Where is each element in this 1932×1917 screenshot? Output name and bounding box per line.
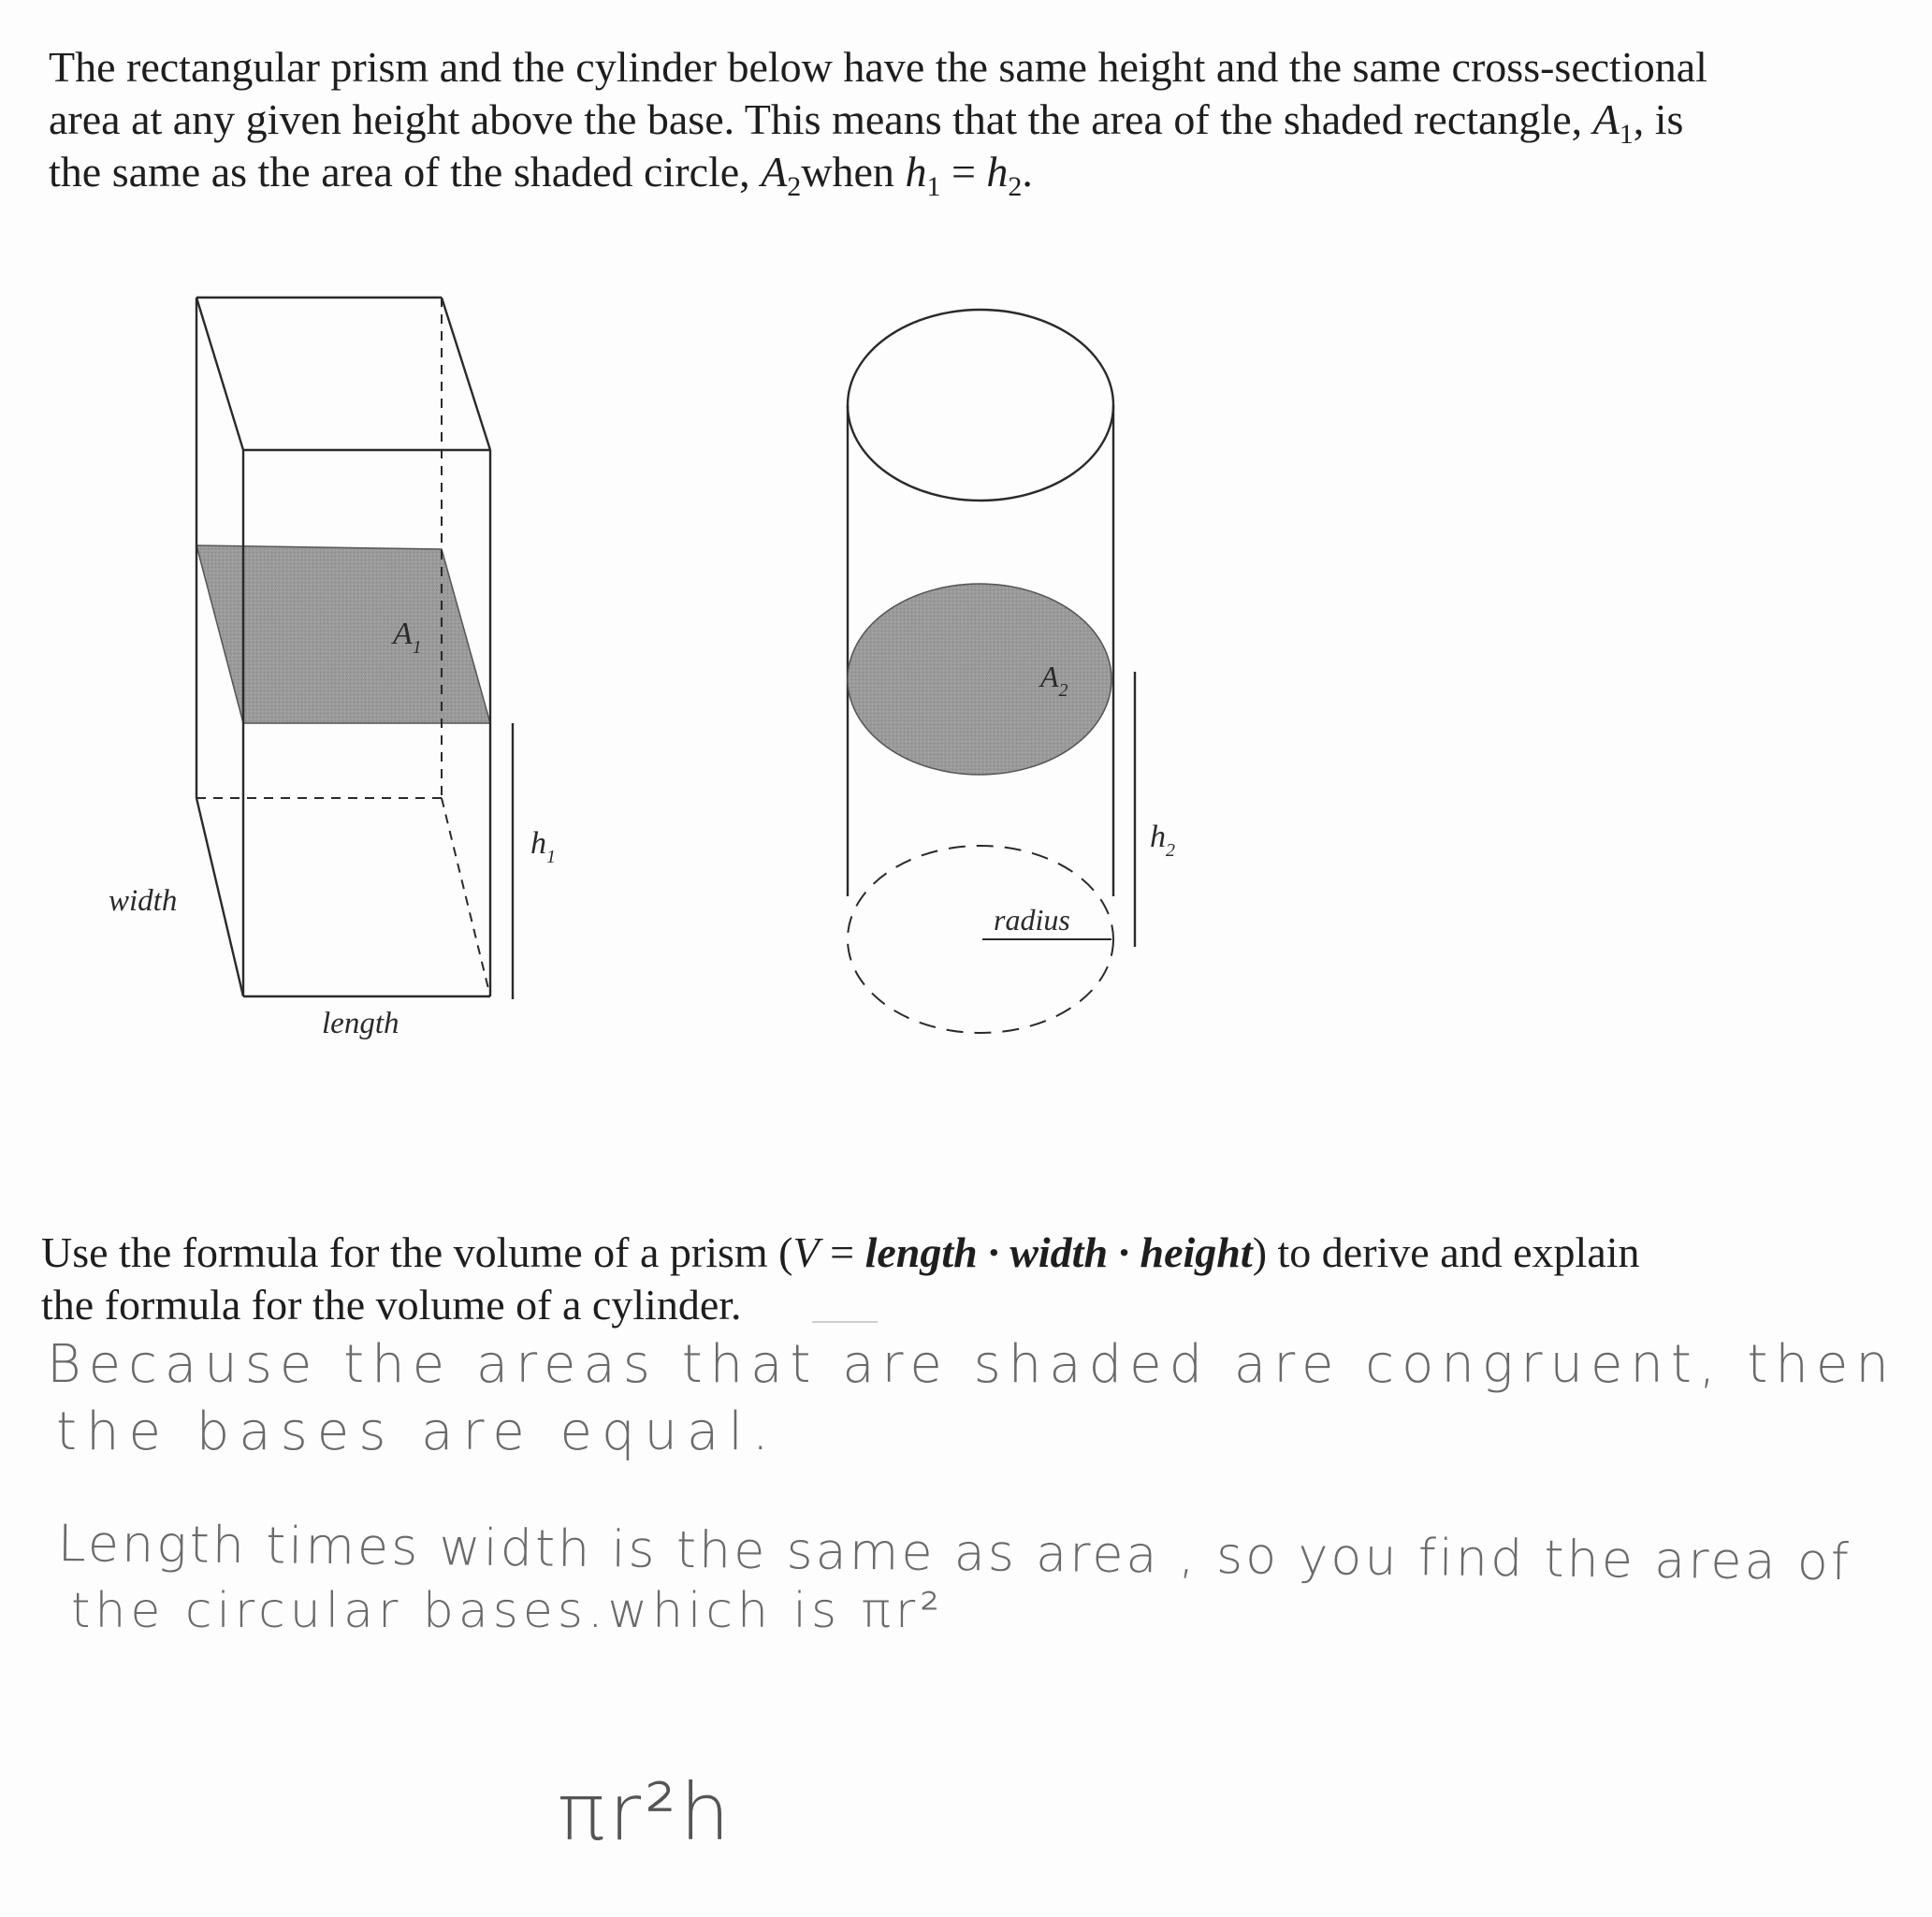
volume-var: V: [792, 1228, 820, 1276]
h1-sub: 1: [926, 171, 941, 202]
cylinder-radius-label: radius: [994, 903, 1070, 937]
cylinder-height-label: $h_2$: [1150, 820, 1175, 861]
question-line-1-end: ) to derive and explain: [1252, 1228, 1640, 1276]
area-a1-sub: 1: [1619, 119, 1634, 150]
question-line-2: the formula for the volume of a cylinder.: [41, 1281, 742, 1329]
intro-line-3-period: .: [1022, 148, 1033, 196]
question-line-1: [41, 1227, 1894, 1279]
cylinder-area-label: $A_2$: [1040, 660, 1068, 701]
h2-var: h: [986, 148, 1009, 196]
area-a2-sub: 2: [787, 171, 802, 202]
answer-line-2: the bases are equal.: [56, 1401, 778, 1462]
prism-width-label: width: [109, 884, 178, 918]
equals-sign: =: [940, 148, 987, 196]
h2-sub: 2: [1008, 171, 1023, 202]
question-line-1-text: Use the formula for the volume of a prism (: [41, 1228, 793, 1276]
intro-line-3-text: the same as the area of the shaded circle,: [49, 148, 762, 196]
intro-line-2-end: , is: [1633, 95, 1684, 143]
shaded-circle-a2: [848, 584, 1111, 775]
prism-volume-formula: length · width · height: [864, 1228, 1253, 1276]
area-a1-var: A: [1592, 95, 1620, 143]
intro-line-3-when: when: [801, 148, 906, 196]
prism-length-label: length: [322, 1007, 399, 1040]
h1-var: h: [905, 148, 927, 196]
answer-line-3: Length times width is the same as area , so you find the area of: [57, 1514, 1852, 1592]
rectangular-prism: [196, 298, 513, 999]
answer-line-4: the circular bases.which is πr²: [71, 1583, 945, 1639]
shaded-rectangle-a1: [196, 545, 490, 723]
question-paragraph: [41, 1227, 1894, 1331]
prism-height-label: $h_1$: [530, 826, 556, 867]
question-equals: =: [819, 1228, 865, 1276]
pencil-mark: [812, 1321, 878, 1323]
answer-final-formula: πr²h: [558, 1766, 734, 1858]
cylinder-top: [848, 310, 1113, 501]
intro-line-1: The rectangular prism and the cylinder below have the same height and the same cross-sectional: [49, 43, 1707, 91]
area-a2-var: A: [761, 148, 788, 196]
cylinder: [848, 310, 1135, 1033]
prism-area-label: $A_1$: [393, 617, 422, 658]
answer-line-1: Because the areas that are shaded are congruent, then: [47, 1334, 1896, 1395]
intro-line-2-text: area at any given height above the base. This means that the area of the shaded rectangle,: [49, 95, 1593, 143]
